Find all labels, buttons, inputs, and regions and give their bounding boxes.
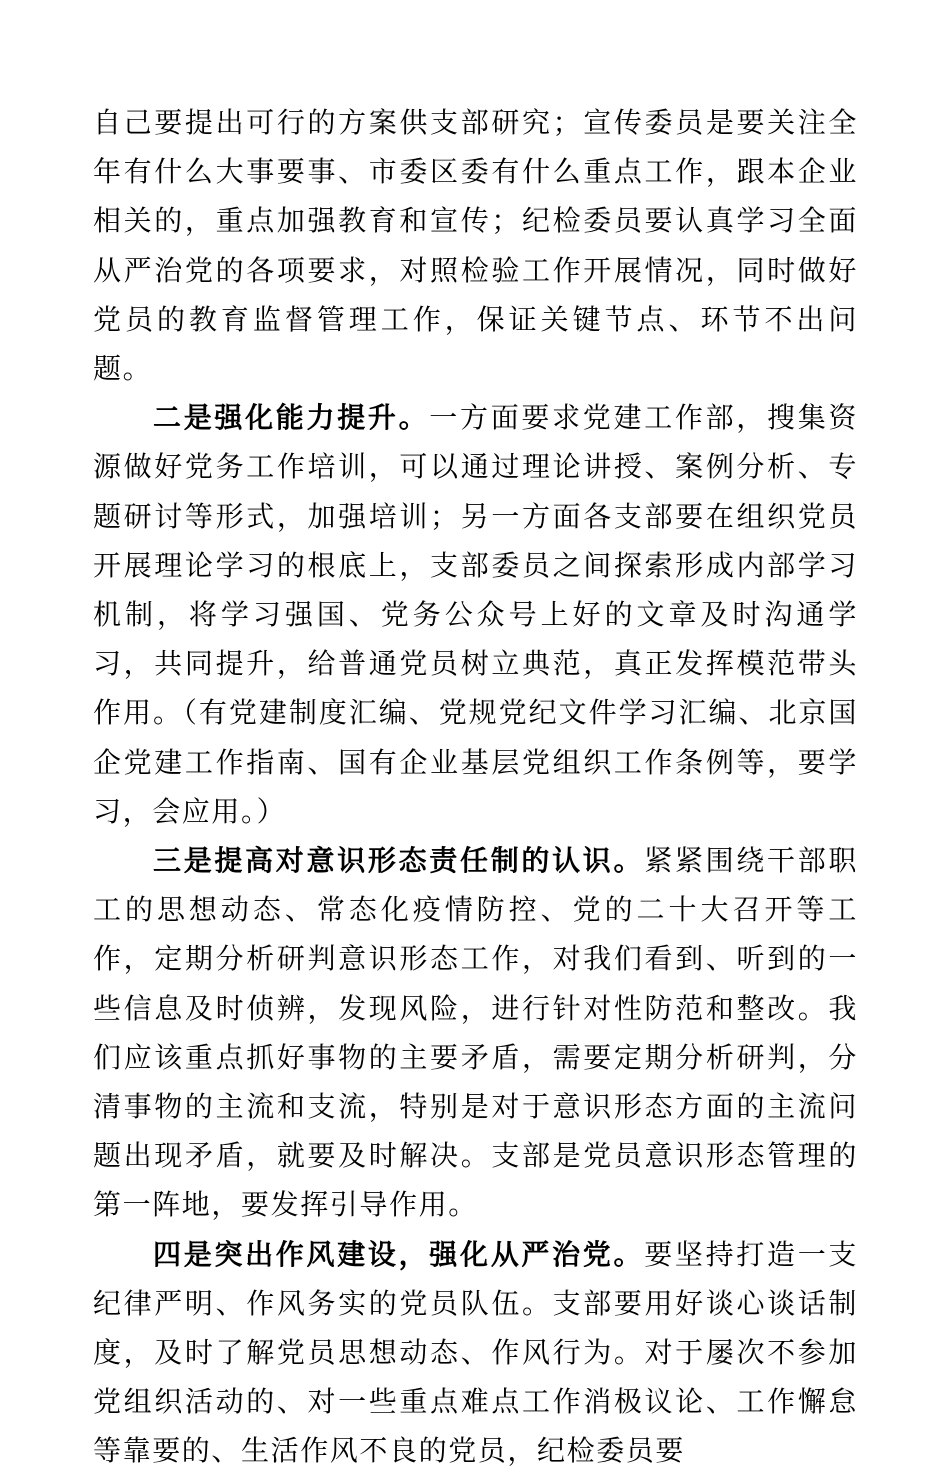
paragraph-text: 要坚持打造一支纪律严明、作风务实的党员队伍。支部要用好谈心谈话制度，及时了解党员思想动态、作风行为。对于屡次不参加党组织活动的、对一些重点难点工作消极议论、工作懈怠等靠要的、生活作风不良的党员，纪检委员要 <box>93 1237 859 1468</box>
paragraph-heading: 三是提高对意识形态责任制的认识。 <box>153 844 645 878</box>
paragraph-text: 紧紧围绕干部职工的思想动态、常态化疫情防控、党的二十大召开等工作，定期分析研判意识形态工作，对我们看到、听到的一些信息及时侦辨，发现风险，进行针对性防范和整改。我们应该重点抓好事物的主要矛盾，需要定期分析研判，分清事物的主流和支流，特别是对于意识形态方面的主流问题出现矛盾，就要及时解决。支部是党员意识形态管理的第一阵地，要发挥引导作用。 <box>93 844 859 1222</box>
paragraph-style-building <box>93 1230 858 1476</box>
paragraph-heading: 二是强化能力提升。 <box>153 401 430 435</box>
paragraph-continuation <box>93 98 858 393</box>
document-body <box>93 98 858 1476</box>
paragraph-text: 一方面要求党建工作部，搜集资源做好党务工作培训，可以通过理论讲授、案例分析、专题研讨等形式，加强培训；另一方面各支部要在组织党员开展理论学习的根底上，支部委员之间探索形成内部学习机制，将学习强国、党务公众号上好的文章及时沟通学习，共同提升，给普通党员树立典范，真正发挥模范带头作用。（有党建制度汇编、党规党纪文件学习汇编、北京国企党建工作指南、国有企业基层党组织工作条例等，要学习，会应用。） <box>93 401 858 828</box>
paragraph-text: 自己要提出可行的方案供支部研究；宣传委员是要关注全年有什么大事要事、市委区委有什么重点工作，跟本企业相关的，重点加强教育和宣传；纪检委员要认真学习全面从严治党的各项要求，对照检验工作开展情况，同时做好党员的教育监督管理工作，保证关键节点、环节不出问题。 <box>93 106 858 386</box>
paragraph-heading: 四是突出作风建设，强化从严治党。 <box>153 1237 645 1271</box>
paragraph-ideology-responsibility <box>93 836 858 1230</box>
paragraph-ability-improvement <box>93 393 858 836</box>
